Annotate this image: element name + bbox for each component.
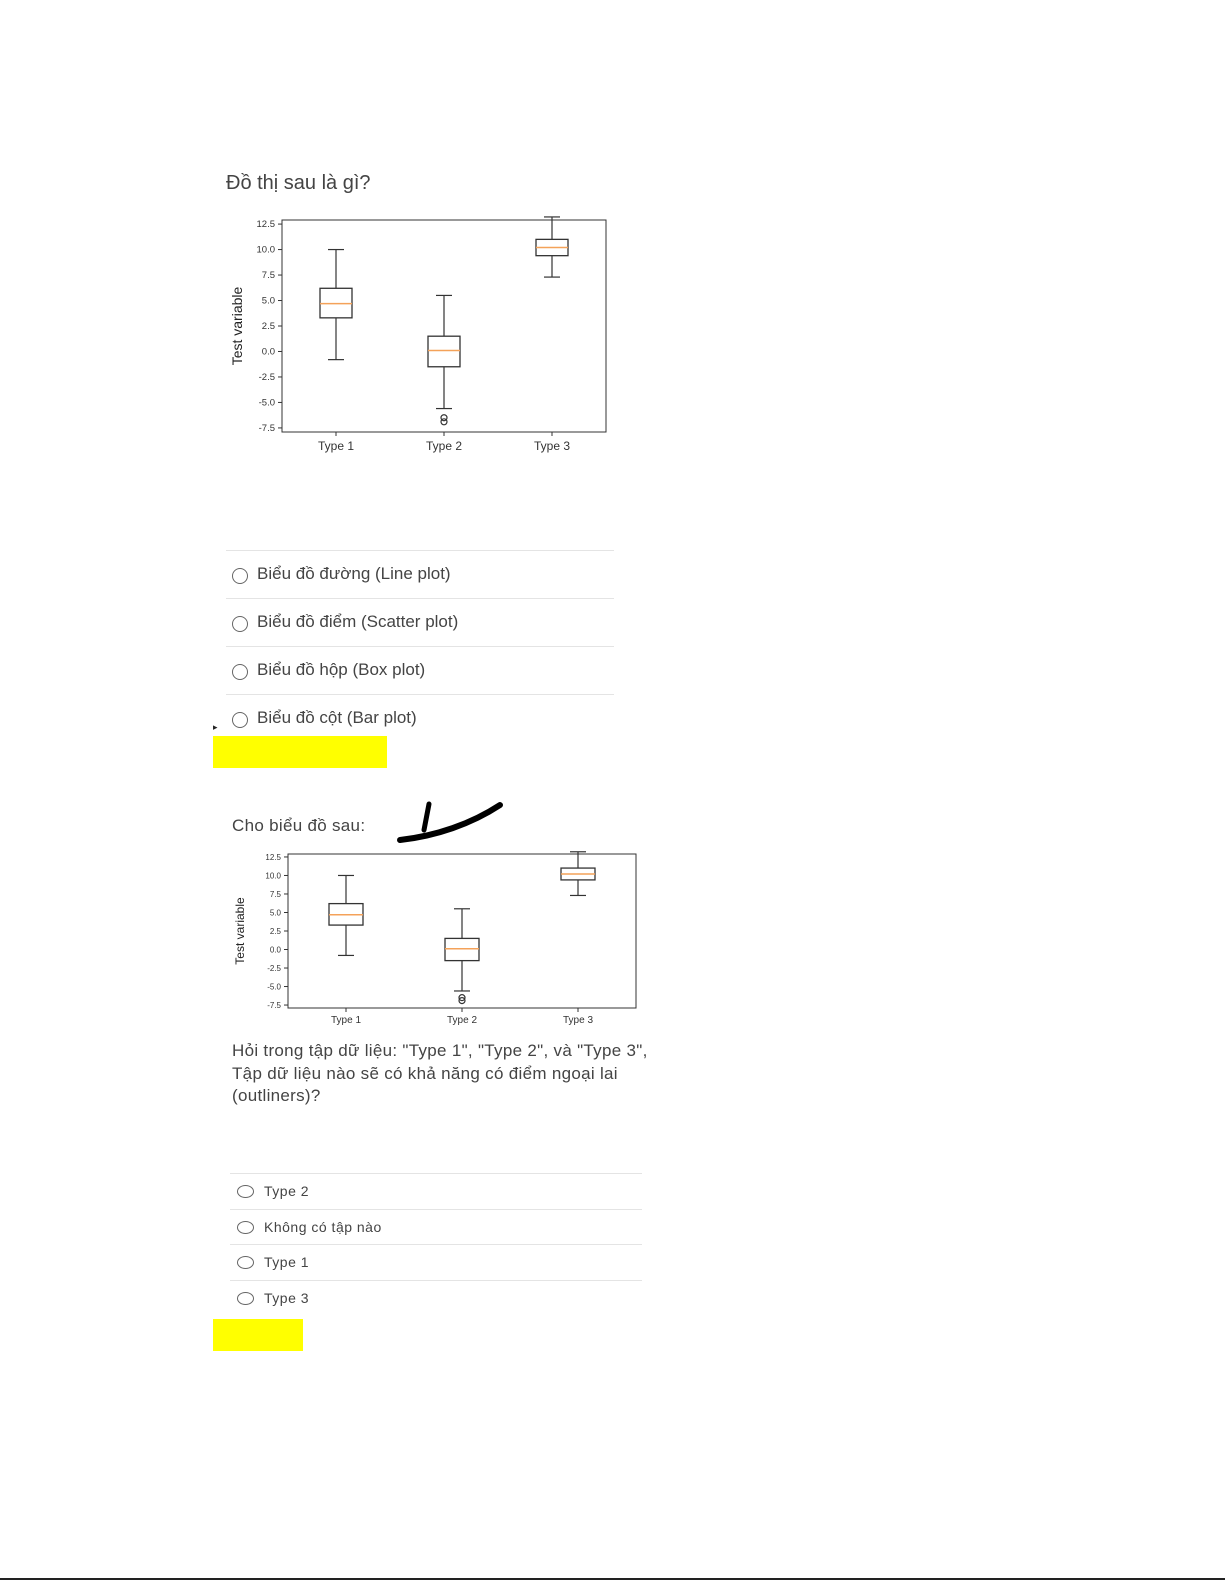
y-tick-label: 5.0 (261, 295, 275, 307)
y-tick-label: 12.5 (265, 852, 281, 862)
question2-option-type-2[interactable] (230, 1173, 642, 1209)
radio-button-icon[interactable] (237, 1221, 254, 1234)
option-label: Biểu đồ đường (Line plot) (257, 564, 451, 583)
option-label: Type 1 (264, 1254, 310, 1270)
y-tick-label: -5.0 (258, 397, 275, 409)
y-tick-label: -7.5 (267, 1001, 281, 1011)
question1-option-box-plot[interactable] (226, 646, 614, 694)
y-tick-label: 12.5 (256, 219, 275, 231)
answer-highlight-1 (213, 736, 387, 768)
y-tick-label: -5.0 (267, 982, 281, 992)
question1-box-plot-svg (226, 212, 616, 462)
pen-stroke-icon (396, 800, 506, 845)
y-tick-label: -2.5 (267, 964, 281, 974)
question2-option-none[interactable] (230, 1209, 642, 1245)
radio-button-icon[interactable] (232, 616, 248, 632)
question2-options (230, 1173, 642, 1315)
option-label: Biểu đồ cột (Bar plot) (257, 708, 417, 727)
question1-title: Đồ thị sau là gì? (226, 172, 371, 194)
question1-options (226, 550, 614, 742)
y-tick-label: -7.5 (258, 422, 275, 434)
option-label: Type 2 (264, 1183, 310, 1199)
question1-option-line-plot[interactable] (226, 550, 614, 598)
box-body (428, 336, 460, 367)
radio-button-icon[interactable] (237, 1256, 254, 1269)
y-tick-label: 2.5 (269, 927, 281, 936)
y-tick-label: 7.5 (261, 270, 275, 282)
y-axis-label: Test variable (233, 897, 247, 965)
x-tick-label: Type 2 (425, 439, 463, 453)
option-label: Type 3 (264, 1289, 310, 1306)
x-tick-label: Type 2 (446, 1015, 478, 1026)
x-tick-label: Type 1 (317, 439, 355, 453)
question2-body: Hỏi trong tập dữ liệu: "Type 1", "Type 2", và "Type 3", Tập dữ liệu nào sẽ có khả năng có điểm ngoại lai (outliners)? (232, 1041, 648, 1105)
y-tick-label: -2.5 (258, 371, 275, 383)
question2-option-type-1[interactable] (230, 1244, 642, 1280)
question2-title: Cho biểu đồ sau: (232, 816, 366, 835)
radio-button-icon[interactable] (237, 1292, 254, 1305)
y-tick-label: 7.5 (269, 889, 281, 899)
answer-highlight-2 (213, 1319, 303, 1351)
y-tick-label: 10.0 (256, 244, 275, 256)
question1-option-bar-plot[interactable] (226, 694, 614, 742)
x-tick-label: Type 1 (330, 1015, 362, 1026)
y-axis-label: Test variable (229, 286, 245, 366)
option-label: Biểu đồ điểm (Scatter plot) (257, 612, 459, 631)
option-label: Biểu đồ hộp (Box plot) (257, 660, 426, 679)
question2-box-plot (230, 847, 640, 1032)
question2-option-type-3[interactable] (230, 1280, 642, 1316)
cursor-mark: ▸ (213, 722, 218, 732)
question2-box-plot-svg (230, 847, 640, 1032)
radio-button-icon[interactable] (232, 568, 248, 584)
y-tick-label: 5.0 (269, 908, 281, 918)
y-tick-label: 2.5 (261, 321, 275, 332)
question1-box-plot (226, 212, 616, 462)
radio-button-icon[interactable] (232, 664, 248, 680)
radio-button-icon[interactable] (232, 712, 248, 728)
page-bottom-border (0, 1578, 1225, 1580)
x-tick-label: Type 3 (533, 439, 571, 453)
question1-option-scatter-plot[interactable] (226, 598, 614, 646)
x-tick-label: Type 3 (562, 1015, 594, 1026)
y-tick-label: 0.0 (261, 346, 275, 358)
y-tick-label: 0.0 (269, 945, 281, 955)
option-label: Không có tập nào (264, 1218, 382, 1235)
y-tick-label: 10.0 (265, 871, 281, 881)
radio-button-icon[interactable] (237, 1185, 254, 1198)
